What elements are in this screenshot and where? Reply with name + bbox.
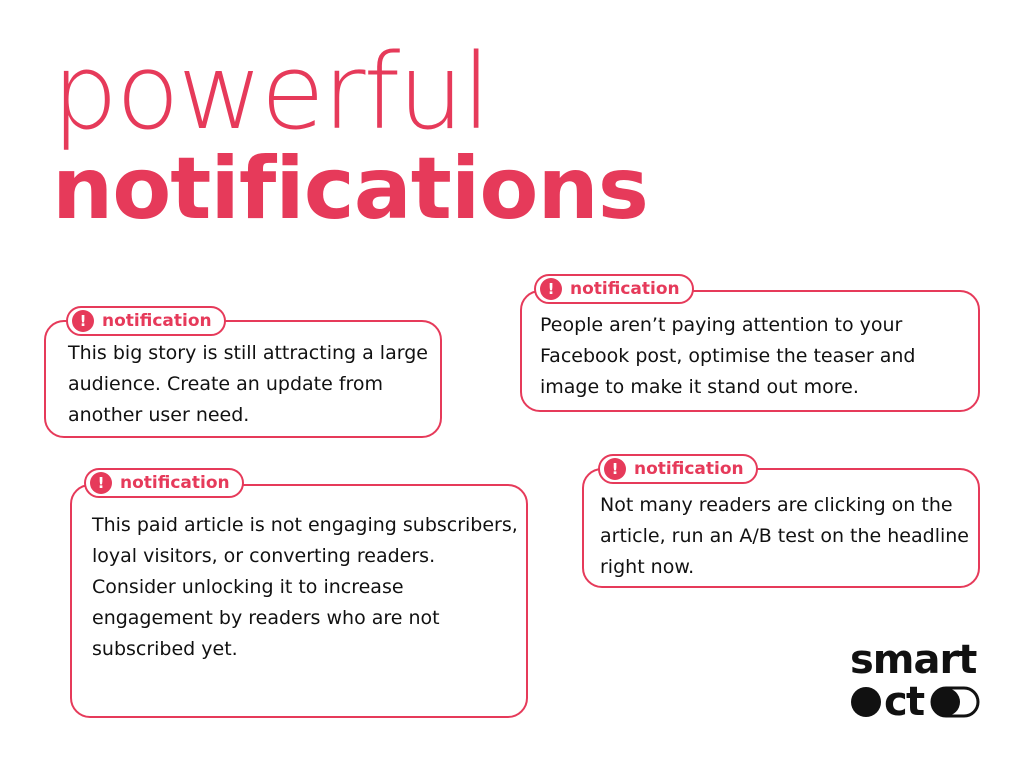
logo-letter-c: c — [884, 680, 908, 722]
smartocto-logo — [850, 637, 990, 722]
exclamation-icon: ! — [540, 278, 562, 300]
notification-card-4 — [582, 468, 980, 588]
logo-letter-t: t — [906, 680, 926, 722]
notification-paragraph: Consider unlocking it to increase engagement by readers who are not subscribed yet. — [92, 576, 440, 660]
notification-text — [92, 510, 522, 665]
notification-tag — [66, 306, 226, 336]
exclamation-icon: ! — [604, 458, 626, 480]
logo-word-smart: smart — [850, 637, 977, 683]
notification-tag-label: notification — [634, 458, 744, 479]
notification-tag-label: notification — [102, 310, 212, 331]
logo-toggle-knob — [932, 688, 960, 716]
exclamation-icon: ! — [90, 472, 112, 494]
notification-card-2 — [520, 290, 980, 412]
notification-paragraph: Not many readers are clicking on the article, run an A/B test on the headline right now. — [600, 494, 969, 578]
exclamation-icon: ! — [72, 310, 94, 332]
notification-paragraph: This paid article is not engaging subscribers, loyal visitors, or converting readers. — [92, 514, 518, 567]
notification-paragraph: This big story is still attracting a large audience. Create an update from another user need. — [68, 342, 428, 426]
logo-o-circle — [851, 687, 881, 717]
notification-tag — [84, 468, 244, 498]
notification-text — [68, 338, 438, 431]
notification-card-3 — [70, 484, 528, 718]
notification-tag-label: notification — [570, 278, 680, 299]
notification-tag — [534, 274, 694, 304]
notification-tag — [598, 454, 758, 484]
notification-card-1 — [44, 320, 442, 438]
logo-word-octo — [850, 680, 990, 722]
notification-paragraph: People aren’t paying attention to your Facebook post, optimise the teaser and image to make it stand out more. — [540, 314, 916, 398]
notification-tag-label: notification — [120, 472, 230, 493]
headline-line1: powerful — [52, 31, 489, 153]
notification-text — [600, 490, 970, 583]
headline-line2: notifications — [52, 139, 648, 239]
notification-text — [540, 310, 970, 403]
